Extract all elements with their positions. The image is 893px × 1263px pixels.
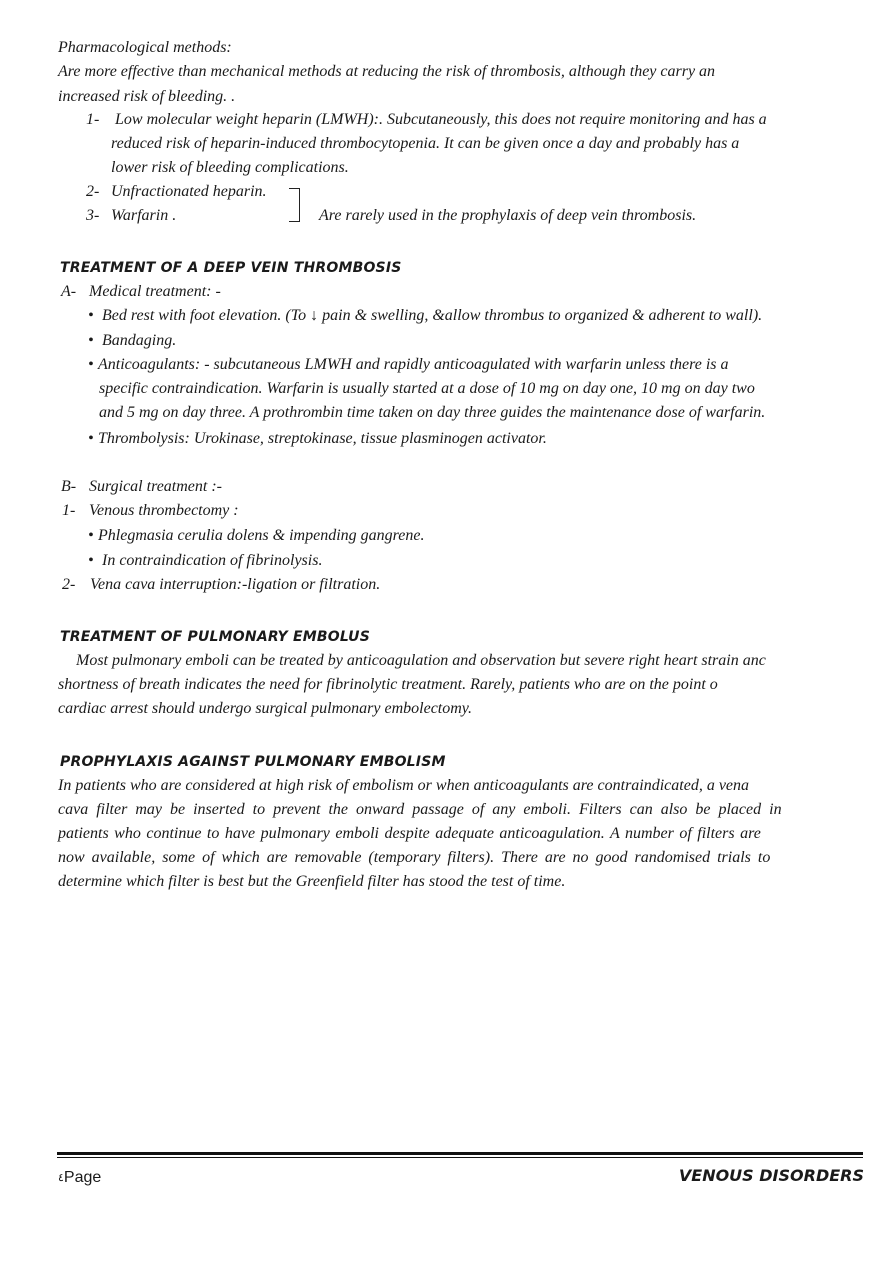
dvt-bullet-3-line-2: specific contraindication. Warfarin is usually started at a dose of 10 mg on day one, 10 mg on day two: [99, 380, 755, 397]
dvt-surgical-1-bullet-2: [88, 551, 322, 571]
dvt-surgical-1-bullet-2-text: In contraindication of fibrinolysis.: [102, 552, 323, 569]
dvt-surgical-title: Surgical treatment :-: [89, 478, 223, 495]
pharm-note: Are rarely used in the prophylaxis of deep vein thrombosis.: [319, 207, 697, 224]
pharm-title: Pharmacological methods:: [58, 39, 232, 56]
proph-line-4: now available, some of which are removable (temporary filters). There are no good randomised trials to: [58, 849, 771, 866]
dvt-medical-title: Medical treatment: -: [89, 283, 221, 300]
dvt-bullet-3-line-3: and 5 mg on day three. A prothrombin time taken on day three guides the maintenance dose of warfarin.: [99, 404, 766, 421]
dvt-surgical-2-title: Vena cava interruption:-ligation or filtration.: [90, 576, 381, 593]
dvt-bullet-1-text: Bed rest with foot elevation. (To ↓ pain & swelling, &allow thrombus to organized & adherent to wall).: [102, 307, 763, 324]
pe-line-3: cardiac arrest should undergo surgical pulmonary embolectomy.: [58, 700, 473, 717]
pharm-item-1-number: 1-: [86, 111, 100, 128]
proph-line-3: patients who continue to have pulmonary emboli despite adequate anticoagulation. A number of filters are: [58, 825, 761, 842]
footer-rule-thin: [57, 1157, 863, 1158]
dvt-bullet-3-line-1: Anticoagulants: - subcutaneous LMWH and rapidly anticoagulated with warfarin unless there is a: [98, 356, 729, 373]
pharm-item-3: Warfarin .: [111, 207, 177, 224]
dvt-surgical-2-number: 2-: [62, 576, 76, 593]
pharm-item-3-number: 3-: [86, 207, 100, 224]
dvt-bullet-1: [88, 306, 762, 326]
proph-line-1: In patients who are considered at high risk of embolism or when anticoagulants are contraindicated, a vena: [58, 777, 750, 794]
dvt-medical-label: A-: [61, 283, 77, 300]
footer-page-mark: ٤: [58, 1172, 64, 1184]
proph-line-5: determine which filter is best but the Greenfield filter has stood the test of time.: [58, 873, 566, 890]
dvt-surgical-label: B-: [61, 478, 77, 495]
dvt-surgical-1-title: Venous thrombectomy :: [89, 502, 239, 519]
dvt-heading: TREATMENT OF A DEEP VEIN THROMBOSIS: [60, 260, 402, 276]
footer-page-number: [58, 1168, 101, 1188]
pharm-item-1-line-3: lower risk of bleeding complications.: [111, 159, 349, 176]
pharm-item-1-line-1: Low molecular weight heparin (LMWH):. Subcutaneously, this does not require monitoring and has a: [115, 111, 767, 128]
dvt-surgical-1-bullet-1: [88, 526, 424, 546]
dvt-bullet-2: [88, 331, 176, 351]
bullet-icon: •: [88, 307, 94, 324]
footer-rule-thick: [57, 1152, 863, 1155]
pharm-item-2: Unfractionated heparin.: [111, 183, 267, 200]
pharm-item-2-number: 2-: [86, 183, 100, 200]
pe-heading: TREATMENT OF PULMONARY EMBOLUS: [60, 629, 371, 645]
bullet-icon: •: [88, 430, 94, 447]
pharm-intro-line-2: increased risk of bleeding. .: [58, 88, 236, 105]
pe-line-2: shortness of breath indicates the need for fibrinolytic treatment. Rarely, patients who are on the point o: [58, 676, 718, 693]
proph-line-2: cava filter may be inserted to prevent the onward passage of any emboli. Filters can also be placed in: [58, 801, 782, 818]
bullet-icon: •: [88, 356, 94, 373]
dvt-bullet-3: [88, 355, 728, 375]
dvt-bullet-2-text: Bandaging.: [102, 332, 177, 349]
pharm-intro-line-1: Are more effective than mechanical methods at reducing the risk of thrombosis, although they carry an: [58, 63, 716, 80]
dvt-bullet-4: [88, 429, 547, 449]
bracket-symbol: [289, 188, 300, 222]
pe-line-1: Most pulmonary emboli can be treated by anticoagulation and observation but severe right heart strain anc: [76, 652, 766, 669]
proph-heading: PROPHYLAXIS AGAINST PULMONARY EMBOLISM: [60, 754, 446, 770]
pharm-item-1-line-2: reduced risk of heparin-induced thrombocytopenia. It can be given once a day and probably has a: [111, 135, 740, 152]
dvt-surgical-1-number: 1-: [62, 502, 76, 519]
footer-page-label: Page: [63, 1169, 102, 1186]
bullet-icon: •: [88, 527, 94, 544]
bullet-icon: •: [88, 552, 94, 569]
bullet-icon: •: [88, 332, 94, 349]
footer-section-title: VENOUS DISORDERS: [678, 1166, 864, 1185]
dvt-surgical-1-bullet-1-text: Phlegmasia cerulia dolens & impending gangrene.: [98, 527, 425, 544]
dvt-bullet-4-text: Thrombolysis: Urokinase, streptokinase, tissue plasminogen activator.: [98, 430, 547, 447]
